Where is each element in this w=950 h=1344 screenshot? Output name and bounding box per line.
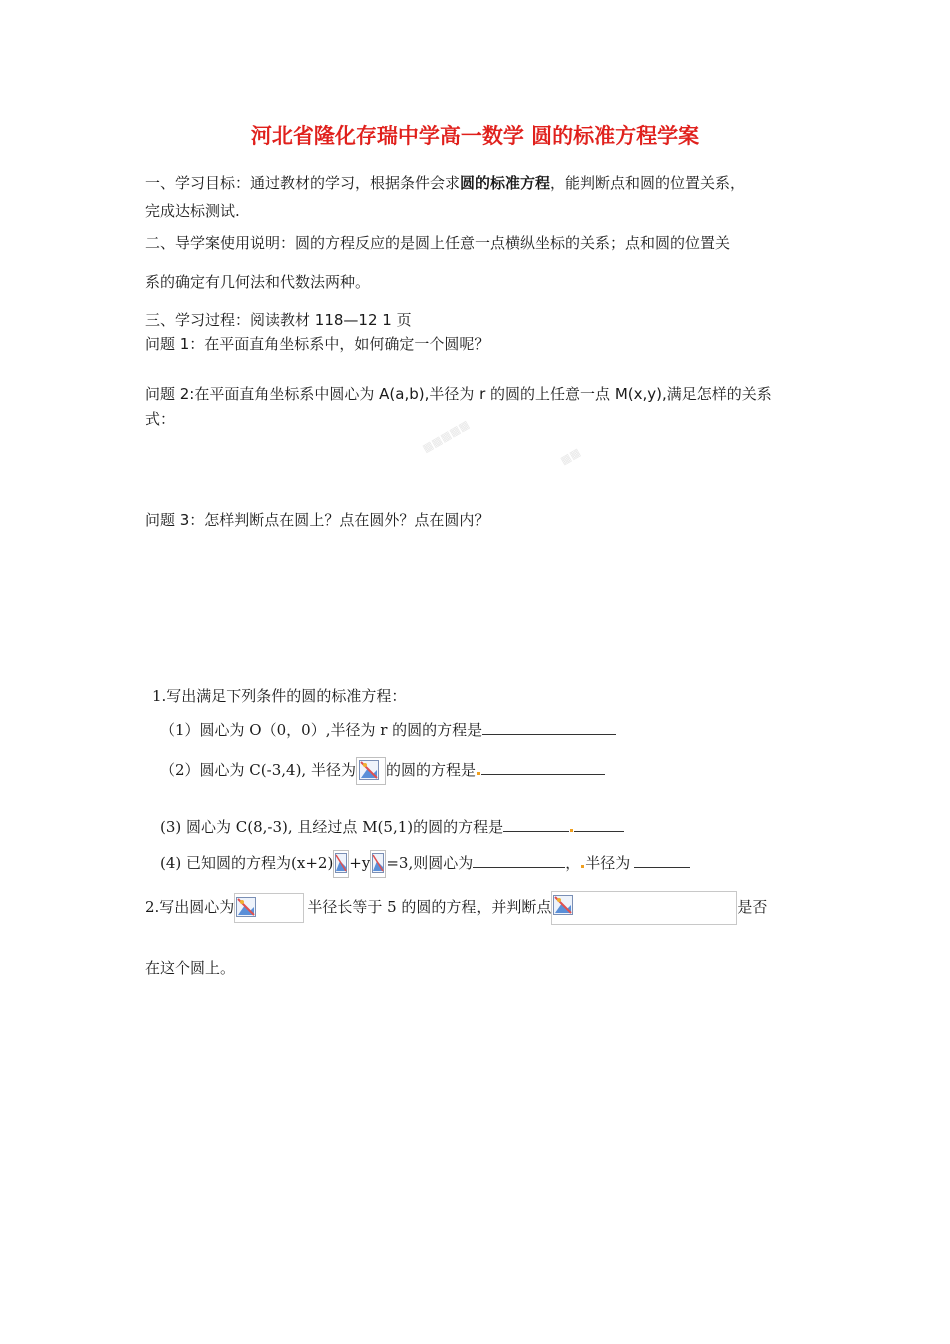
broken-image-icon bbox=[356, 757, 386, 785]
learning-goal-prefix: 一、学习目标：通过教材的学习，根据条件会求 bbox=[145, 174, 461, 192]
watermark-mark: ▦▦ bbox=[558, 445, 583, 468]
exercise-1-item-4-suffix: =3,则圆心为 bbox=[386, 854, 474, 872]
exercise-1-item-4 bbox=[160, 850, 690, 878]
exercise-1-item-3-text: (3) 圆心为 C(8,-3), 且经过点 M(5,1)的圆的方程是 bbox=[160, 818, 504, 836]
dot-mark bbox=[581, 865, 584, 868]
exercise-1-heading: 1.写出满足下列条件的圆的标准方程： bbox=[152, 687, 407, 705]
learning-goal-line1 bbox=[145, 172, 745, 194]
exercise-2-line2: 在这个圆上。 bbox=[145, 959, 236, 977]
question-2-line1: 问题 2:在平面直角坐标系中圆心为 A(a,b),半径为 r 的圆的上任意一点 M(x,y),满足怎样的关系 bbox=[145, 385, 772, 403]
exercise-2-line1 bbox=[145, 891, 767, 925]
exercise-1-item-2-suffix: 的圆的方程是 bbox=[385, 761, 476, 779]
answer-blank[interactable] bbox=[634, 853, 690, 868]
usage-note-line2: 系的确定有几何法和代数法两种。 bbox=[145, 273, 371, 291]
process-heading: 三、学习过程：阅读教材 118—12 1 页 bbox=[145, 311, 412, 329]
usage-note-line1: 二、导学案使用说明：圆的方程反应的是圆上任意一点横纵坐标的关系；点和圆的位置关 bbox=[145, 234, 731, 252]
exercise-1-item-2-prefix: （2）圆心为 C(-3,4), 半径为 bbox=[160, 761, 356, 779]
exercise-1-item-4-prefix: (4) 已知圆的方程为(x+2) bbox=[160, 854, 334, 872]
answer-blank[interactable] bbox=[482, 720, 616, 735]
exercise-1-item-3 bbox=[160, 816, 624, 838]
exercise-1-item-4-comma: ， bbox=[565, 854, 581, 872]
learning-goal-bold: 圆的标准方程 bbox=[460, 174, 551, 192]
broken-image-box bbox=[234, 893, 304, 923]
broken-image-icon bbox=[553, 895, 573, 915]
question-2-line2: 式： bbox=[145, 410, 176, 428]
broken-image-icon bbox=[236, 897, 256, 917]
answer-blank[interactable] bbox=[481, 760, 605, 775]
exercise-1-item-1 bbox=[160, 719, 616, 741]
question-3: 问题 3：怎样判断点在圆上？点在圆外？点在圆内？ bbox=[145, 511, 490, 529]
answer-blank[interactable] bbox=[503, 817, 569, 832]
exercise-1-item-2 bbox=[160, 757, 605, 785]
exercise-2-suffix: 是否 bbox=[737, 898, 768, 916]
learning-goal-suffix: ，能判断点和圆的位置关系， bbox=[550, 174, 746, 192]
dot-mark bbox=[570, 829, 573, 832]
exercise-2-mid: 半径长等于 5 的圆的方程，并判断点 bbox=[307, 898, 552, 916]
exercise-1-item-4-radius: 半径为 bbox=[585, 854, 631, 872]
page-title: 河北省隆化存瑞中学高一数学 圆的标准方程学案 bbox=[250, 124, 700, 148]
dot-mark bbox=[477, 772, 480, 775]
question-1: 问题 1：在平面直角坐标系中，如何确定一个圆呢？ bbox=[145, 335, 490, 353]
learning-goal-line2: 完成达标测试. bbox=[145, 202, 240, 220]
exercise-1-item-4-mid: +y bbox=[349, 854, 371, 872]
broken-image-icon bbox=[333, 850, 349, 878]
exercise-2-prefix: 2.写出圆心为 bbox=[145, 898, 235, 916]
watermark-mark: ▦▦▦▦▦ bbox=[420, 417, 472, 456]
answer-blank[interactable] bbox=[574, 817, 624, 832]
broken-image-icon bbox=[370, 850, 386, 878]
exercise-1-item-1-text: （1）圆心为 O（0，0）,半径为 r 的圆的方程是 bbox=[160, 721, 483, 739]
answer-blank[interactable] bbox=[473, 853, 565, 868]
broken-image-box bbox=[551, 891, 737, 925]
